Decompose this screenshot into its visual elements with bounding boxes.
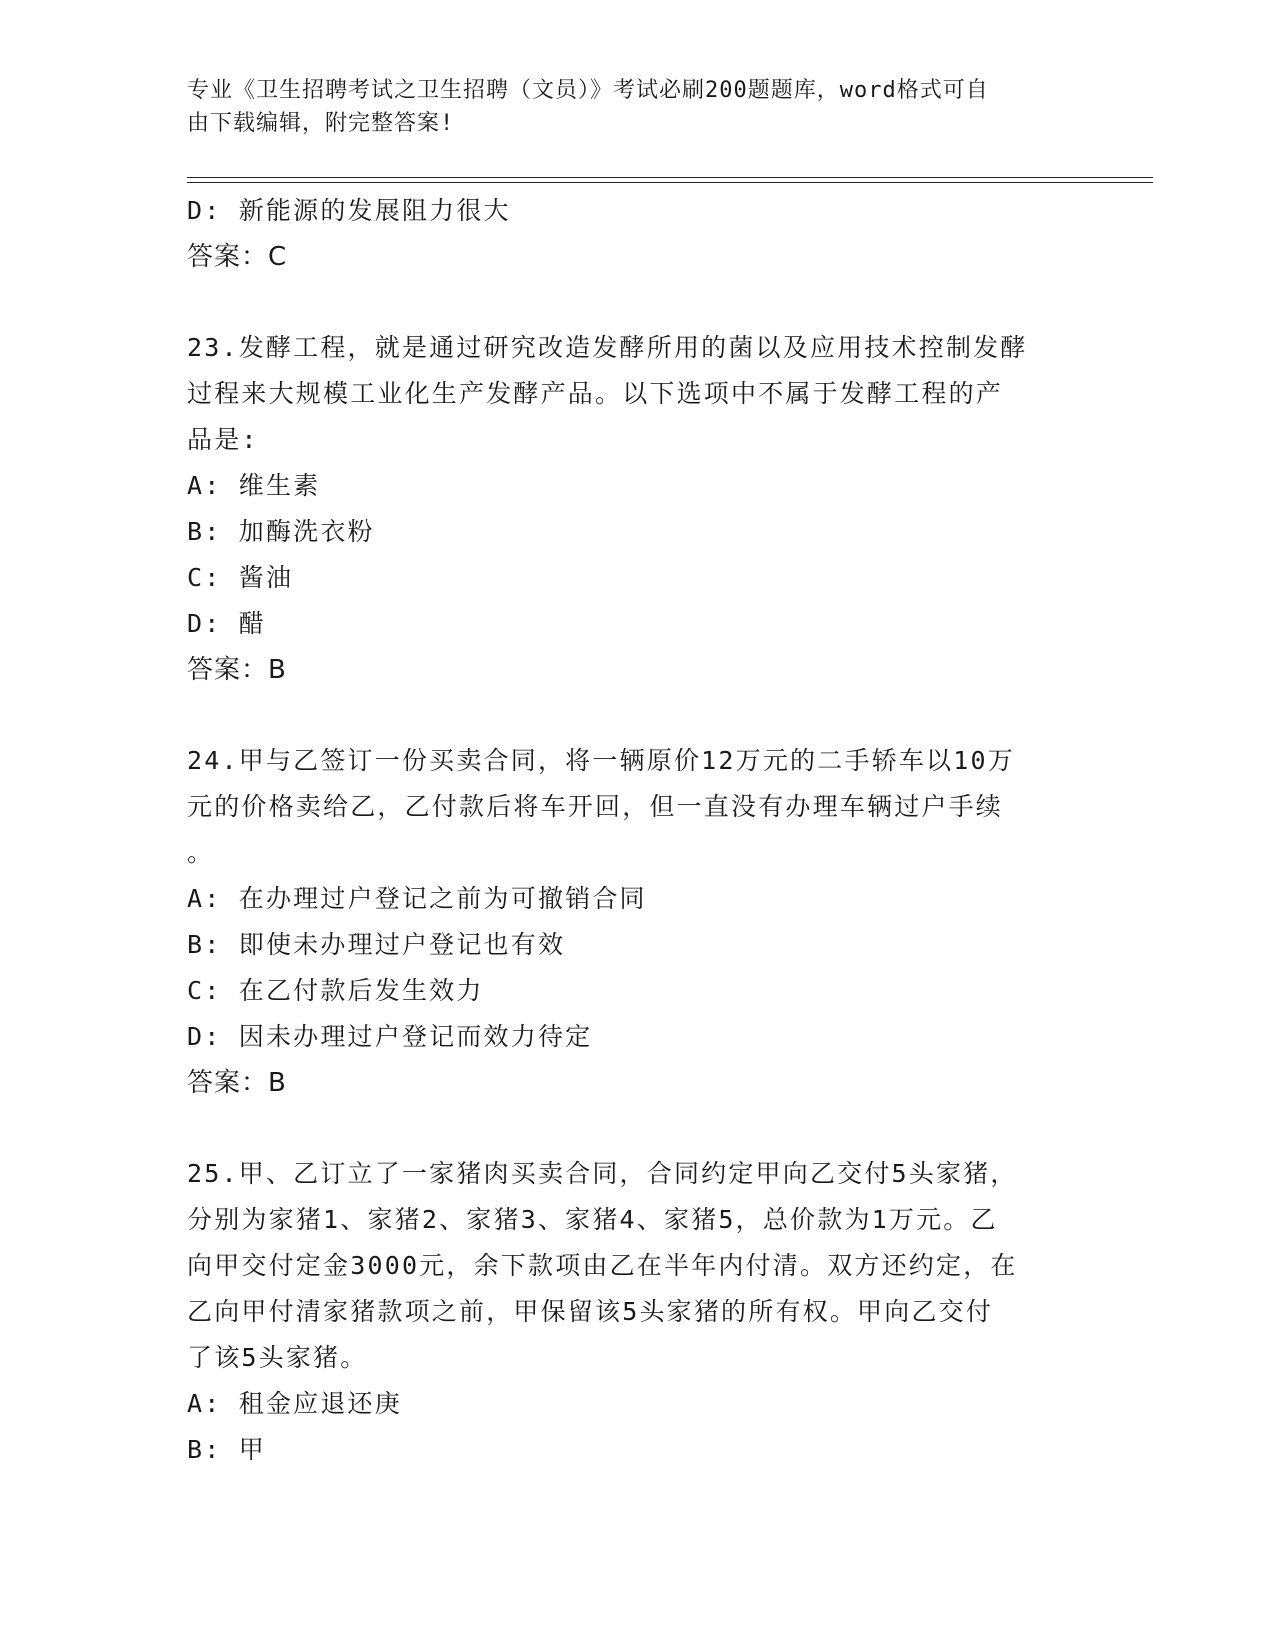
q23-option-b: B: 加酶洗衣粉 bbox=[187, 517, 375, 546]
q25-option-b: B: 甲 bbox=[187, 1435, 266, 1464]
q23-stem-line-1: 23.发酵工程，就是通过研究改造发酵所用的菌以及应用技术控制发酵 bbox=[187, 333, 1028, 362]
q23-stem-line-2: 过程来大规模工业化生产发酵产品。以下选项中不属于发酵工程的产 bbox=[187, 379, 1004, 408]
q24-answer: 答案：B bbox=[187, 1068, 287, 1098]
q25-stem-line-2: 分别为家猪1、家猪2、家猪3、家猪4、家猪5，总价款为1万元。乙 bbox=[187, 1205, 998, 1234]
q22-option-d: D: 新能源的发展阻力很大 bbox=[187, 196, 511, 225]
header-line-1: 专业《卫生招聘考试之卫生招聘（文员）》考试必刷200题题库，word格式可自 bbox=[187, 78, 989, 103]
header-divider-top bbox=[187, 177, 1153, 178]
question-22 bbox=[187, 188, 1087, 280]
q25-option-a: A: 租金应退还庚 bbox=[187, 1389, 402, 1418]
q25-stem-line-5: 了该5头家猪。 bbox=[187, 1343, 368, 1372]
q25-stem-line-1: 25.甲、乙订立了一家猪肉买卖合同，合同约定甲向乙交付5头家猪， bbox=[187, 1159, 1018, 1188]
q22-answer: 答案：C bbox=[187, 242, 288, 272]
spacer bbox=[187, 280, 1087, 325]
q24-option-d: D: 因未办理过户登记而效力待定 bbox=[187, 1022, 593, 1051]
spacer bbox=[187, 1106, 1087, 1151]
question-25 bbox=[187, 1151, 1087, 1473]
question-body bbox=[187, 188, 1087, 1473]
q24-stem-line-1: 24.甲与乙签订一份买卖合同，将一辆原价12万元的二手轿车以10万 bbox=[187, 746, 1015, 775]
q24-option-c: C: 在乙付款后发生效力 bbox=[187, 976, 484, 1005]
question-23 bbox=[187, 325, 1087, 693]
q25-stem-line-3: 向甲交付定金3000元，余下款项由乙在半年内付清。双方还约定，在 bbox=[187, 1251, 1018, 1280]
q23-stem-line-3: 品是: bbox=[187, 425, 259, 454]
q23-option-d: D: 醋 bbox=[187, 609, 266, 638]
q24-option-a: A: 在办理过户登记之前为可撤销合同 bbox=[187, 884, 647, 913]
q25-stem-line-4: 乙向甲付清家猪款项之前，甲保留该5头家猪的所有权。甲向乙交付 bbox=[187, 1297, 994, 1326]
header-line-2: 由下载编辑，附完整答案! bbox=[187, 111, 455, 136]
q24-option-b: B: 即使未办理过户登记也有效 bbox=[187, 930, 566, 959]
question-24 bbox=[187, 738, 1087, 1106]
document-header bbox=[187, 74, 1067, 140]
q24-stem-line-2: 元的价格卖给乙，乙付款后将车开回，但一直没有办理车辆过户手续 bbox=[187, 792, 1004, 821]
spacer bbox=[187, 693, 1087, 738]
q24-stem-line-3: 。 bbox=[187, 838, 215, 867]
q23-option-c: C: 酱油 bbox=[187, 563, 294, 592]
q23-answer: 答案：B bbox=[187, 655, 287, 685]
header-divider-bottom bbox=[187, 182, 1153, 183]
q23-option-a: A: 维生素 bbox=[187, 471, 321, 500]
